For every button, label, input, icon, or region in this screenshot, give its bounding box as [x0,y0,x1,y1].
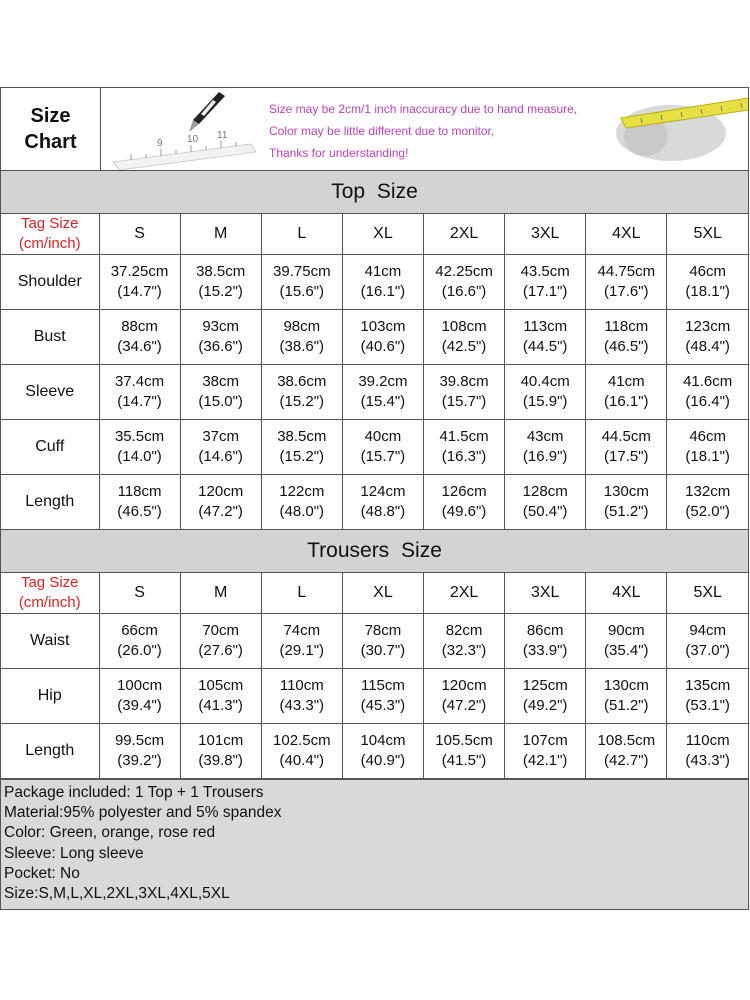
size-header: S [99,214,180,255]
measurement-cell [180,310,261,365]
top-size-title: Top Size [1,171,748,214]
measurement-cell [505,475,586,530]
measurement-cell [180,614,261,669]
value-inch: (35.4") [604,642,649,659]
measurement-cell [342,365,423,420]
size-chart [0,87,749,910]
value-cm: 46cm [689,263,727,280]
info-line: Pocket: No [4,864,80,882]
measurement-cell [261,614,342,669]
value-cm: 41cm [364,263,402,280]
value-cm: 130cm [603,677,649,694]
size-header: L [261,214,342,255]
title-line-1: Size [30,105,71,127]
measurement-cell [586,420,667,475]
value-cm: 35.5cm [114,428,165,445]
value-cm: 88cm [121,318,158,335]
measurement-cell [586,365,667,420]
value-cm: 90cm [607,622,645,639]
value-inch: (52.0") [685,503,730,520]
value-inch: (47.2") [198,503,243,520]
value-inch: (37.0") [685,642,730,659]
value-cm: 40cm [364,428,402,445]
measurement-row [1,255,748,310]
measurement-label: Waist [1,614,99,669]
measurement-cell [342,669,423,724]
measurement-cell [424,310,505,365]
value-inch: (39.2") [117,752,162,769]
title-line-2: Chart [24,131,77,153]
measurement-cell [586,255,667,310]
size-header: L [261,573,342,614]
measurement-cell [424,614,505,669]
size-header: 4XL [586,573,667,614]
value-cm: 102.5cm [273,732,331,749]
measurement-cell [99,475,180,530]
value-cm: 37cm [202,428,240,445]
value-inch: (32.3") [441,642,487,659]
measurement-cell [99,420,180,475]
value-inch: (15.6") [279,283,325,300]
value-cm: 105.5cm [435,732,493,749]
measurement-cell [99,669,180,724]
measurement-row [1,310,748,365]
value-inch: (46.5") [604,338,649,355]
hand-with-tape-illustration [616,98,748,161]
value-inch: (16.1") [604,393,649,410]
measurement-cell [342,724,423,779]
value-cm: 107cm [522,732,568,749]
measurement-label: Bust [1,310,99,365]
measurement-cell [667,365,748,420]
value-inch: (49.2") [522,697,568,714]
value-cm: 46cm [689,428,727,445]
size-header: 3XL [505,214,586,255]
measurement-cell [261,420,342,475]
value-cm: 120cm [198,483,244,500]
tag-size-text: Tag Size [20,215,79,232]
measurement-cell [99,310,180,365]
value-inch: (15.0") [198,393,243,410]
measurement-label: Cuff [1,420,99,475]
value-inch: (42.7") [604,752,649,769]
measurement-cell [342,475,423,530]
measurement-cell [586,724,667,779]
ruler-number-11: 11 [217,130,228,141]
value-cm: 105cm [198,677,244,694]
measurement-row [1,614,748,669]
value-cm: 39.8cm [439,373,489,390]
value-cm: 39.75cm [273,263,331,280]
value-inch: (15.4") [360,393,406,410]
value-cm: 100cm [117,677,163,694]
info-line: Material:95% polyester and 5% spandex [4,804,282,822]
top-size-header-row [1,214,748,255]
measurement-cell [99,255,180,310]
measurement-row [1,365,748,420]
measurement-cell [424,420,505,475]
measurement-cell [424,669,505,724]
value-cm: 37.25cm [110,263,169,280]
measurement-label: Length [1,724,99,779]
measurement-cell [99,365,180,420]
value-cm: 135cm [685,677,731,694]
value-cm: 74cm [283,622,321,639]
measurement-label: Hip [1,669,99,724]
value-cm: 118cm [117,483,162,500]
value-cm: 128cm [522,483,568,500]
measurement-cell [180,669,261,724]
value-inch: (40.6") [360,338,406,355]
value-cm: 38.5cm [196,263,246,280]
value-cm: 123cm [685,318,731,335]
ruler-number-9: 9 [157,138,163,149]
tag-size-text: Tag Size [20,574,79,591]
value-inch: (14.7") [117,393,162,410]
measurement-cell [667,724,748,779]
measurement-cell [180,475,261,530]
value-inch: (39.4") [117,697,162,714]
value-inch: (30.7") [360,642,406,659]
value-inch: (51.2") [604,503,649,520]
value-inch: (33.9") [522,642,568,659]
value-inch: (43.3") [685,752,730,769]
value-cm: 44.5cm [601,428,651,445]
value-cm: 41cm [607,373,645,390]
value-inch: (15.9") [522,393,568,410]
measurement-cell [261,475,342,530]
size-header: 2XL [424,573,505,614]
value-inch: (41.5") [441,752,487,769]
measurement-cell [342,255,423,310]
measurement-cell [667,255,748,310]
measurement-cell [424,365,505,420]
size-header: XL [342,573,423,614]
tag-size-unit: (cm/inch) [18,235,81,252]
size-chart-header [1,88,748,171]
value-inch: (53.1") [685,697,730,714]
size-header: 2XL [424,214,505,255]
value-inch: (39.8") [198,752,243,769]
size-header: 5XL [667,214,748,255]
value-cm: 103cm [360,318,406,335]
value-cm: 98cm [283,318,321,335]
value-inch: (15.7") [441,393,487,410]
measurement-cell [180,255,261,310]
size-header: 3XL [505,573,586,614]
measurement-cell [586,310,667,365]
value-inch: (41.3") [198,697,243,714]
size-header: M [180,573,261,614]
measurement-cell [261,724,342,779]
value-cm: 94cm [689,622,727,639]
measurement-label: Sleeve [1,365,99,420]
value-inch: (40.9") [360,752,406,769]
value-cm: 41.6cm [683,373,733,390]
measurement-cell [505,724,586,779]
value-inch: (48.0") [279,503,325,520]
value-cm: 43cm [526,428,564,445]
value-cm: 124cm [360,483,406,500]
value-inch: (18.1") [685,283,730,300]
value-inch: (40.4") [279,752,325,769]
measurement-cell [99,614,180,669]
pen-icon [189,92,225,132]
value-cm: 37.4cm [114,373,165,390]
measurement-cell [424,475,505,530]
value-inch: (42.5") [441,338,487,355]
size-header: M [180,214,261,255]
measurement-cell [424,255,505,310]
value-cm: 40.4cm [520,373,570,390]
value-inch: (34.6") [117,338,162,355]
value-cm: 44.75cm [597,263,656,280]
trousers-size-header-row [1,573,748,614]
measurement-cell [586,614,667,669]
value-cm: 115cm [360,677,405,694]
value-inch: (14.7") [117,283,162,300]
measurement-cell [505,310,586,365]
value-inch: (18.1") [685,448,730,465]
value-cm: 122cm [279,483,325,500]
value-cm: 108.5cm [597,732,656,749]
measurement-cell [667,614,748,669]
value-cm: 43.5cm [520,263,570,280]
value-cm: 99.5cm [114,732,165,749]
measurement-cell [99,724,180,779]
measurement-cell [667,420,748,475]
value-inch: (48.4") [685,338,730,355]
measurement-cell [424,724,505,779]
value-inch: (16.1") [360,283,406,300]
note-line: Color may be little different due to monitor, [269,124,495,138]
value-inch: (49.6") [441,503,487,520]
info-line: Size:S,M,L,XL,2XL,3XL,4XL,5XL [4,885,230,903]
measurement-cell [261,669,342,724]
size-header: S [99,573,180,614]
info-line: Sleeve: Long sleeve [4,844,144,862]
value-inch: (50.4") [522,503,568,520]
measurement-row [1,724,748,779]
measurement-cell [505,669,586,724]
tag-size-label [1,573,99,614]
value-cm: 104cm [360,732,406,749]
value-inch: (48.8") [360,503,406,520]
value-cm: 78cm [364,622,402,639]
measurement-cell [505,255,586,310]
value-inch: (45.3") [360,697,406,714]
measurement-row [1,669,748,724]
value-cm: 120cm [441,677,487,694]
value-inch: (46.5") [117,503,162,520]
measurement-cell [180,724,261,779]
value-inch: (36.6") [198,338,243,355]
info-line: Color: Green, orange, rose red [4,824,216,842]
measurement-row [1,420,748,475]
value-inch: (17.6") [604,283,649,300]
measurement-label: Length [1,475,99,530]
value-inch: (42.1") [522,752,568,769]
measurement-cell [261,255,342,310]
value-inch: (15.2") [279,393,325,410]
value-inch: (44.5") [522,338,568,355]
value-cm: 93cm [202,318,240,335]
value-inch: (14.0") [117,448,162,465]
size-chart-title [1,88,101,170]
measurement-cell [261,310,342,365]
value-inch: (17.1") [522,283,568,300]
value-inch: (16.3") [441,448,487,465]
measurement-cell [261,365,342,420]
measurement-cell [667,310,748,365]
value-inch: (47.2") [441,697,487,714]
size-header: XL [342,214,423,255]
value-inch: (38.6") [279,338,325,355]
value-cm: 39.2cm [358,373,408,390]
measurement-cell [342,614,423,669]
tag-size-label [1,214,99,255]
value-cm: 110cm [279,677,324,694]
value-cm: 110cm [685,732,730,749]
value-inch: (27.6") [198,642,243,659]
measurement-cell [342,420,423,475]
measurement-notes [269,98,577,164]
measurement-banner [101,88,748,170]
top-size-table [1,214,748,530]
measurement-cell [505,614,586,669]
measurement-cell [342,310,423,365]
value-cm: 38.5cm [277,428,327,445]
value-cm: 82cm [445,622,483,639]
measurement-cell [505,365,586,420]
measurement-cell [180,365,261,420]
value-inch: (17.5") [604,448,649,465]
value-cm: 125cm [522,677,568,694]
value-inch: (29.1") [279,642,325,659]
value-inch: (51.2") [604,697,649,714]
measurement-cell [667,669,748,724]
info-line: Package included: 1 Top + 1 Trousers [4,784,264,801]
value-cm: 38cm [202,373,240,390]
measurement-cell [180,420,261,475]
value-cm: 66cm [121,622,158,639]
value-inch: (16.6") [441,283,487,300]
value-cm: 38.6cm [277,373,327,390]
measurement-cell [505,420,586,475]
trousers-size-table [1,573,748,779]
measurement-cell [586,475,667,530]
product-info [1,779,748,909]
note-line: Thanks for understanding! [269,146,409,160]
value-inch: (16.4") [685,393,730,410]
tag-size-unit: (cm/inch) [18,594,81,611]
measurement-label: Shoulder [1,255,99,310]
ruler-number-10: 10 [187,134,199,145]
measurement-cell [667,475,748,530]
measurement-row [1,475,748,530]
note-line: Size may be 2cm/1 inch inaccuracy due to hand measure, [269,102,578,116]
value-cm: 70cm [202,622,240,639]
value-cm: 41.5cm [439,428,489,445]
value-cm: 126cm [441,483,487,500]
value-cm: 113cm [523,318,568,335]
value-cm: 42.25cm [435,263,493,280]
value-inch: (26.0") [117,642,162,659]
value-inch: (15.2") [279,448,325,465]
value-cm: 101cm [198,732,244,749]
measurement-cell [586,669,667,724]
value-cm: 86cm [526,622,564,639]
size-header: 5XL [667,573,748,614]
value-cm: 108cm [441,318,487,335]
value-inch: (16.9") [522,448,568,465]
value-inch: (14.6") [198,448,243,465]
value-cm: 132cm [685,483,731,500]
size-header: 4XL [586,214,667,255]
value-inch: (15.7") [360,448,406,465]
value-cm: 118cm [604,318,649,335]
trousers-size-title: Trousers Size [1,530,748,573]
value-cm: 130cm [603,483,649,500]
value-inch: (15.2") [198,283,243,300]
value-inch: (43.3") [279,697,325,714]
